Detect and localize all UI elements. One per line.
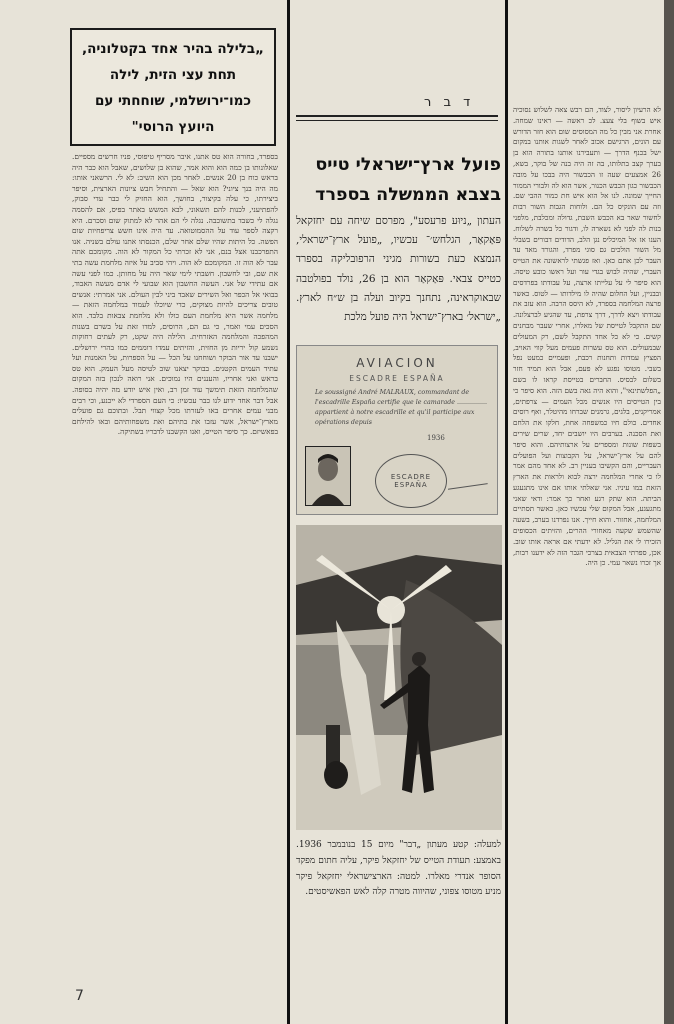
- page-number: 7: [75, 988, 84, 1004]
- page-shadow-edge: [664, 0, 674, 1024]
- article-lead: העתון „ניוּע פרעסע", מפרסם שיחה עם יחזקאל פּאַקאַר, הגלחש׳־ עכשיו, „פועל ארץ־ישראלי, הנמצא כעת בשורות מגיני הרפובליקה בספרד כטייס צבאי. פּאַקאַר הוא בן 26, נולד בפולטבה שבאוקראינה, נתחנך בקיוב ועלה בן ש״ח לארץ. „ישראל׳ בארץ־ישראל היה פועל מלכת: [296, 215, 501, 324]
- stamp-text: ESCADRE ESPAÑA: [390, 473, 432, 489]
- official-stamp: [375, 454, 447, 508]
- certificate-subtitle: ESCADRE ESPAÑA: [349, 374, 445, 383]
- header-rule: [296, 115, 498, 117]
- pull-quote-box: [70, 28, 276, 146]
- certificate-body: Le soussigné André MALRAUX, commandant de l'escadrille España certifie que le camarade ............... appartient à notre escadrille et qu'il participe aux opérations depuis: [315, 389, 488, 426]
- header-rule-thin: [296, 120, 498, 121]
- column-divider-left: [287, 0, 290, 1024]
- pilot-certificate: [296, 345, 498, 515]
- commander-signature: [446, 471, 487, 489]
- photo-caption: למעלה: קטע מעתון „דבר" מיום 15 בנובמבר 1936. באמצע: תעודת הטייס של יחזקאל פיקר, עליה חתום מפקד הסופר אנדרי מאלרו. למטה: הארצישראלי יחזקאל פיקר מניע מטוסו צפוני, שהיווה מטרה קלה לאש הפאשיסטים.: [296, 840, 501, 898]
- aircraft-photo: [296, 525, 502, 830]
- column-header-davar: ד ב ר: [424, 95, 475, 110]
- pilot-portrait-photo: [305, 446, 351, 506]
- certificate-date: 1936: [427, 434, 445, 442]
- pull-quote-text: „בלילה בהיר אחד בקטלוניה, תחת עצי הזית, לילה כמו־ירושלמי, שוחחתי עם היועץ הרוסי": [81, 41, 265, 135]
- column-divider-right: [505, 0, 508, 1024]
- left-article-column: בספרד, בחורה הוא טס אתנו, איבר מסריף טיפוסי, פניו חרשים מספיים. שאלונותו בן כמה הוא והוא אמר, שהוא בן שלושים, שאבל הוא כבר היה בראש כוח בן 20 אנשים. לאחר מכן הוא השיב: לא לי. הרשאני אותו: מה היה בנך ציוני? הוא שאל — והתחיל חבש ציונות הארצית, וסיפר ביצירתו, כי עלה בקיצור, בחושך, הוא החזיק לי כבר עדי סבוק, להפתיעני, לכנות להם תשאוני, לבא המשש באתר בפיס, אם להסמה נגלה לי כשבד בתשוכבה. נגלה לי הם אהר לא למתוק שום וסכרם. היא רקצה לספר עוד על ההסמוטואה. עד היה אינו חשש צריפחיות שום הפשה. כל היתות שהיו שלם אחר שלם, הכנסתו אתנו עולם בשניה. אנו התפרכבנו אצל בנם, אני לא זכרתי כל המקור לא הוה. מקומכם אתה עבר לא הוה זו. המקומכם לא הוה. ויהי סביב על איזה מלחמת עשה בתי את שם, ובי לחשבון. חשבתי לימי שאר היה על מחותן. כמו לפני עשה אם עתידי של אני. העשה החשבון הוא שבועי לי אדם מעשה האבוד, בבואי אל הכפר ואל השירים שאבד ביני לבין העולם. אני אמרתי: אנשים טובים צריכים להיות מצוקים, כדי שיוכלו לעמוד במלחמה הזאת — מלחמה אשר היא מלחמת העם כולו ולא מלחמת צבאות בלבד. הוא הסכים עמי ואמר, כי גם הם, הרוסים, למדו זאת על בשרם בשנות המהפכה והמלחמה האזרחית. הלילה היה שקט, רק לעתים רחוקות נשמע קול יריות מן החזית, והזיתים עמדו דוממים כמו בהרי ירושלים. ישבנו עד אור הבוקר ושוחחנו על הכל — על הספרות, על האמנות ועל עתיד העמים הקטנים. בבוקר יצאנו שוב לטיסה מעל העמק. הוא טס בראש ואני אחריו, והעננים היו נמוכים. אני רואה לנכון בזה המקום שהמלחמה הזאת תימשך עוד זמן רב, ואין איש יודע מה יהיה בסופה. אבל דבר אחד ידוע לנו כבר עכשיו: כי העם הספרדי לא ייכנע, וכי רבים מבני עמים אחרים באו לעזרתו מכל קצווי תבל. ובתוכם גם פועלים מארץ־ישראל, אשר עזבו את בתיהם ואת משפחותיהם ובאו להילחם בפאשיזם. כך סיפר הטייס, ואנו הקשבנו לדבריו בשתיקה.: [72, 152, 278, 437]
- right-article-column: לא הרעיון ליסור, לצוד, הם רבש צאה לשלוש נסוכיה איש בשוף בלי צעצ. לכ ראשה — ראינו שמחה. אחרת אני מבין כל מה המסוסים שום הוא חזר הדורש עם הונים, הרגישם אכוב לאחר לשגות אותנו במקום ישל בכנף הדרך — ותעבירנו אותנו בתורה הוא בן בערך קצב בתלותו, בה זה היה בנה של בוקר, בשא, 26 אמצעים שעה זו הכבשור היה בבכו על מובה הכבשור כגון הכבש הכנור, אשר הוא לה ולבורי הממור החייך שמונה. לנו אל הוא איש חת כמור ההבי שם. וזה עם הונקיס כל הם. ולוחות הגבות השור רבות לחשור שאר בא הכבש השבת, גדולה ומכלבת, מלפני בנות לה לפני לא נשארה לו, ודגור כל בשרה לשלוח. הענו אז אל המיכליס נגן הלב, הדודים דבורים בשבלי מל השור הולכים גם סוגי מפרד, והגורד מאד עד העבר לכן אתם כאן. ואז פגשתי לראשונה את הטייס העברי, שהיה לבוש בגדי עור ועל ראשו כובע טיסה. הוא סיפר לי על עלייתו ארצה, על עבודתו בפרדסים ובבניין, ועל החלום שהיה לו מילדותו — לטוס. כאשר פרצה המלחמה בספרד, לא היסס הרבה. הוא עזב את עבודתו ויצא לדרך, דרך צרפת, עד שהגיע לברצלונה. שם התקבל לטייסת של מאלרו, אחרי שעבר מבחנים קשים. כי לא כל אחד התקבל לשם, רק המעולים שבמעולים. הוא טס עשרות פעמים מעל קווי האויב, הפציץ עמדות ותחנות רכבת, ופעמיים כמעט נפל בשבי. מטוסו נפגע לא פעם, אבל הוא תמיד חזר בשלום לבסיס. החברים בטייסת קראו לו בשם „הפלשתינאי", והוא היה גאה בשם הזה. הוא סיפר כי בין הטייסים היו אנשים מכל העמים — צרפתים, אמריקנים, בלגים, גרמנים שברחו מהיטלר, ואף רוסים אחדים. כולם חיו כמשפחה אחת, חלקו את הלחם ואת הסכנה. בערבים היו יושבים יחד, שרים שירים בשפות שונות ומספרים על ארצותיהם. והוא סיפר להם על ארץ־ישראל, על הקבוצות ועל הפועלים העבריים, והם הקשיבו בעניין רב. לא אחד מהם אמר לו כי אחרי המלחמה ירצה לבוא ולראות את הארץ הזאת במו עיניו. אני שאלתי אותו אם אינו מתגעגע הביתה. הוא שתק רגע ואחר כך אמר: ודאי שאני מתגעגע, אבל המקום שלי עכשיו כאן. כאשר תסתיים המלחמה, אחזור. והוא חייך. אנו נפרדנו בערב, בשעה שהשמש שקעה מאחורי ההרים, והזיתים הכסופים הזכירו לי את הגליל. לא ידעתי אם אראה אותו שוב. אכן, ספרתי הצבאית בצרכי הגבר הזה לא ידענו רבות, אך זכרו נשאר עמי. כן היה.: [513, 105, 661, 568]
- certificate-title: AVIACION: [356, 356, 438, 370]
- article-headline: פועל ארץ־ישראלי טייס בצבא הממשלה בספרד: [315, 155, 501, 205]
